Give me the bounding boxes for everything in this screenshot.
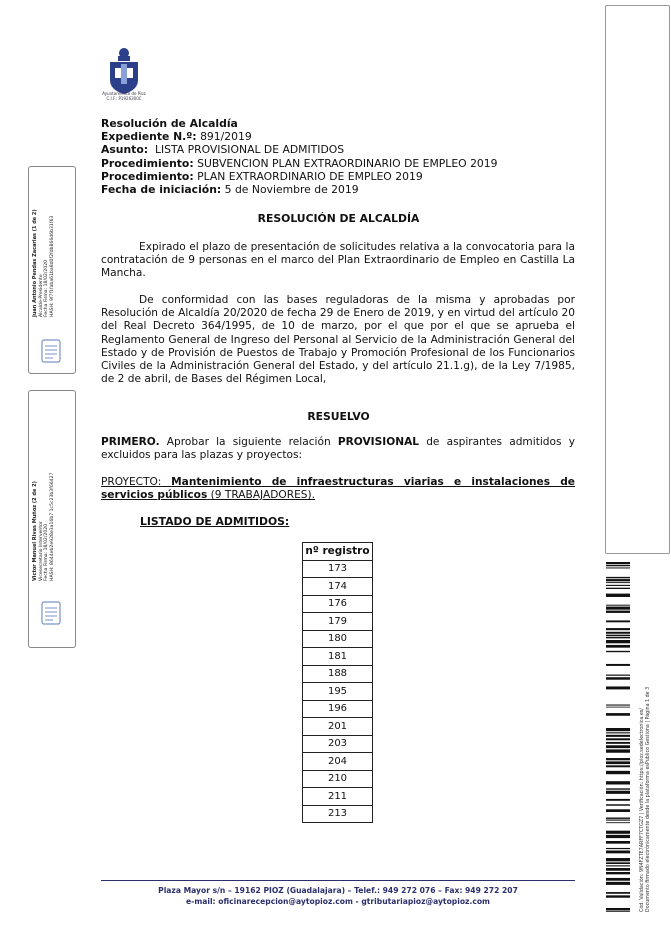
table-row: 210	[303, 770, 373, 788]
expediente-row: Expediente N.º: 891/2019	[101, 130, 252, 144]
paragraph-legal-basis: De conformidad con las bases reguladoras de la misma y aprobadas por Resolución de Alcaldía 20/2020 de fecha 29 de Enero de 2019, y en virtud del artículo 20 del Real Decreto 364/1995, de 10 de marzo, por el que por el que se aprueba el Reglamento General de Ingreso del Personal al Servicio de la Administración General del Estado y de Provisión de Puestos de Trabajo y Promoción Profesional de los Funcionarios Civiles de la Administración General del Estado, y del artículo 21.1.g), de la Ley 7/1985, de 2 de abril, de Bases del Régimen Local,	[101, 294, 575, 386]
procedimiento-row-1: Procedimiento: SUBVENCION PLAN EXTRAORDINARIO DE EMPLEO 2019	[101, 156, 498, 170]
table-row: 204	[303, 753, 373, 771]
resuelvo-heading: RESUELVO	[307, 410, 370, 423]
table-row: 179	[303, 613, 373, 631]
signature-text-2: Victor Manuel Rivas Muñoz (2 de 2) Vicesecretario Interventor Fecha Firma: 18/02/2020 HASH: 8644eb2e928e3a16b7 1c5c23b3f66427	[32, 472, 55, 581]
table-row: 201	[303, 718, 373, 736]
certificate-seal-icon	[39, 337, 63, 365]
resolution-heading: RESOLUCIÓN DE ALCALDÍA	[257, 212, 420, 225]
table-row: 181	[303, 648, 373, 666]
document-title: Resolución de Alcaldía	[101, 117, 238, 130]
paragraph-intro: Expirado el plazo de presentación de solicitudes relativa a la convocatoria para la contratación de 9 personas en el marco del Plan Extraordinario de Empleo en Castilla La Mancha.	[101, 241, 575, 280]
listado-title: LISTADO DE ADMITIDOS:	[140, 515, 290, 528]
footer-email: e-mail: oficinarecepcion@aytopioz.com - gtributariapioz@aytopioz.com	[186, 897, 490, 906]
table-row: 196	[303, 700, 373, 718]
table-row: 176	[303, 595, 373, 613]
table-row: 203	[303, 735, 373, 753]
signature-panel-1	[28, 166, 76, 374]
table-row: 180	[303, 630, 373, 648]
table-row: 174	[303, 578, 373, 596]
crest-caption: Ayuntamiento de Pioz C.I.F.: P1926300C	[102, 91, 146, 101]
table-row: 188	[303, 665, 373, 683]
table-row: 213	[303, 805, 373, 823]
admitted-registry-table	[302, 542, 373, 823]
barcode-icon	[606, 562, 630, 912]
proyecto-paragraph: PROYECTO: Mantenimiento de infraestructuras viarias e instalaciones de servicios públicos (9 TRABAJADORES).	[101, 476, 575, 502]
table-header: nº registro	[303, 543, 373, 561]
footer-divider	[101, 880, 575, 881]
document-header	[101, 117, 581, 196]
signature-panel-2	[28, 390, 76, 648]
certificate-seal-icon	[39, 599, 63, 627]
fecha-row: Fecha de iniciación: 5 de Noviembre de 2019	[101, 183, 359, 197]
signature-text-1: Juan Antonio Pendas Zacarias (1 de 2) Alcalde-Presidente Fecha Firma: 18/02/2020 HASH: 9f7f1faba61ba8d0f2fdb866d6b31f63	[32, 209, 55, 317]
footer-address: Plaza Mayor s/n – 19162 PIOZ (Guadalajara) – Telef.: 949 272 076 – Fax: 949 272 207	[158, 886, 518, 895]
procedimiento-row-2: Procedimiento: PLAN EXTRAORDINARIO DE EMPLEO 2019	[101, 169, 423, 183]
table-row: 173	[303, 560, 373, 578]
table-row: 211	[303, 788, 373, 806]
asunto-row: Asunto: LISTA PROVISIONAL DE ADMITIDOS	[101, 143, 345, 157]
primero-paragraph: PRIMERO. Aprobar la siguiente relación PROVISIONAL de aspirantes admitidos y excluidos para las plazas y proyectos:	[101, 436, 575, 462]
verification-box	[605, 5, 670, 554]
table-row: 195	[303, 683, 373, 701]
verification-text: Cód. Validación: 9N4FZTE7ARFF7CTGZ7 | Verificación: https://pioz.sedelectronica.es/ Documento firmado electrónicamente desde la plataforma esPublico Gestiona | Página 1 de 3	[640, 686, 651, 912]
